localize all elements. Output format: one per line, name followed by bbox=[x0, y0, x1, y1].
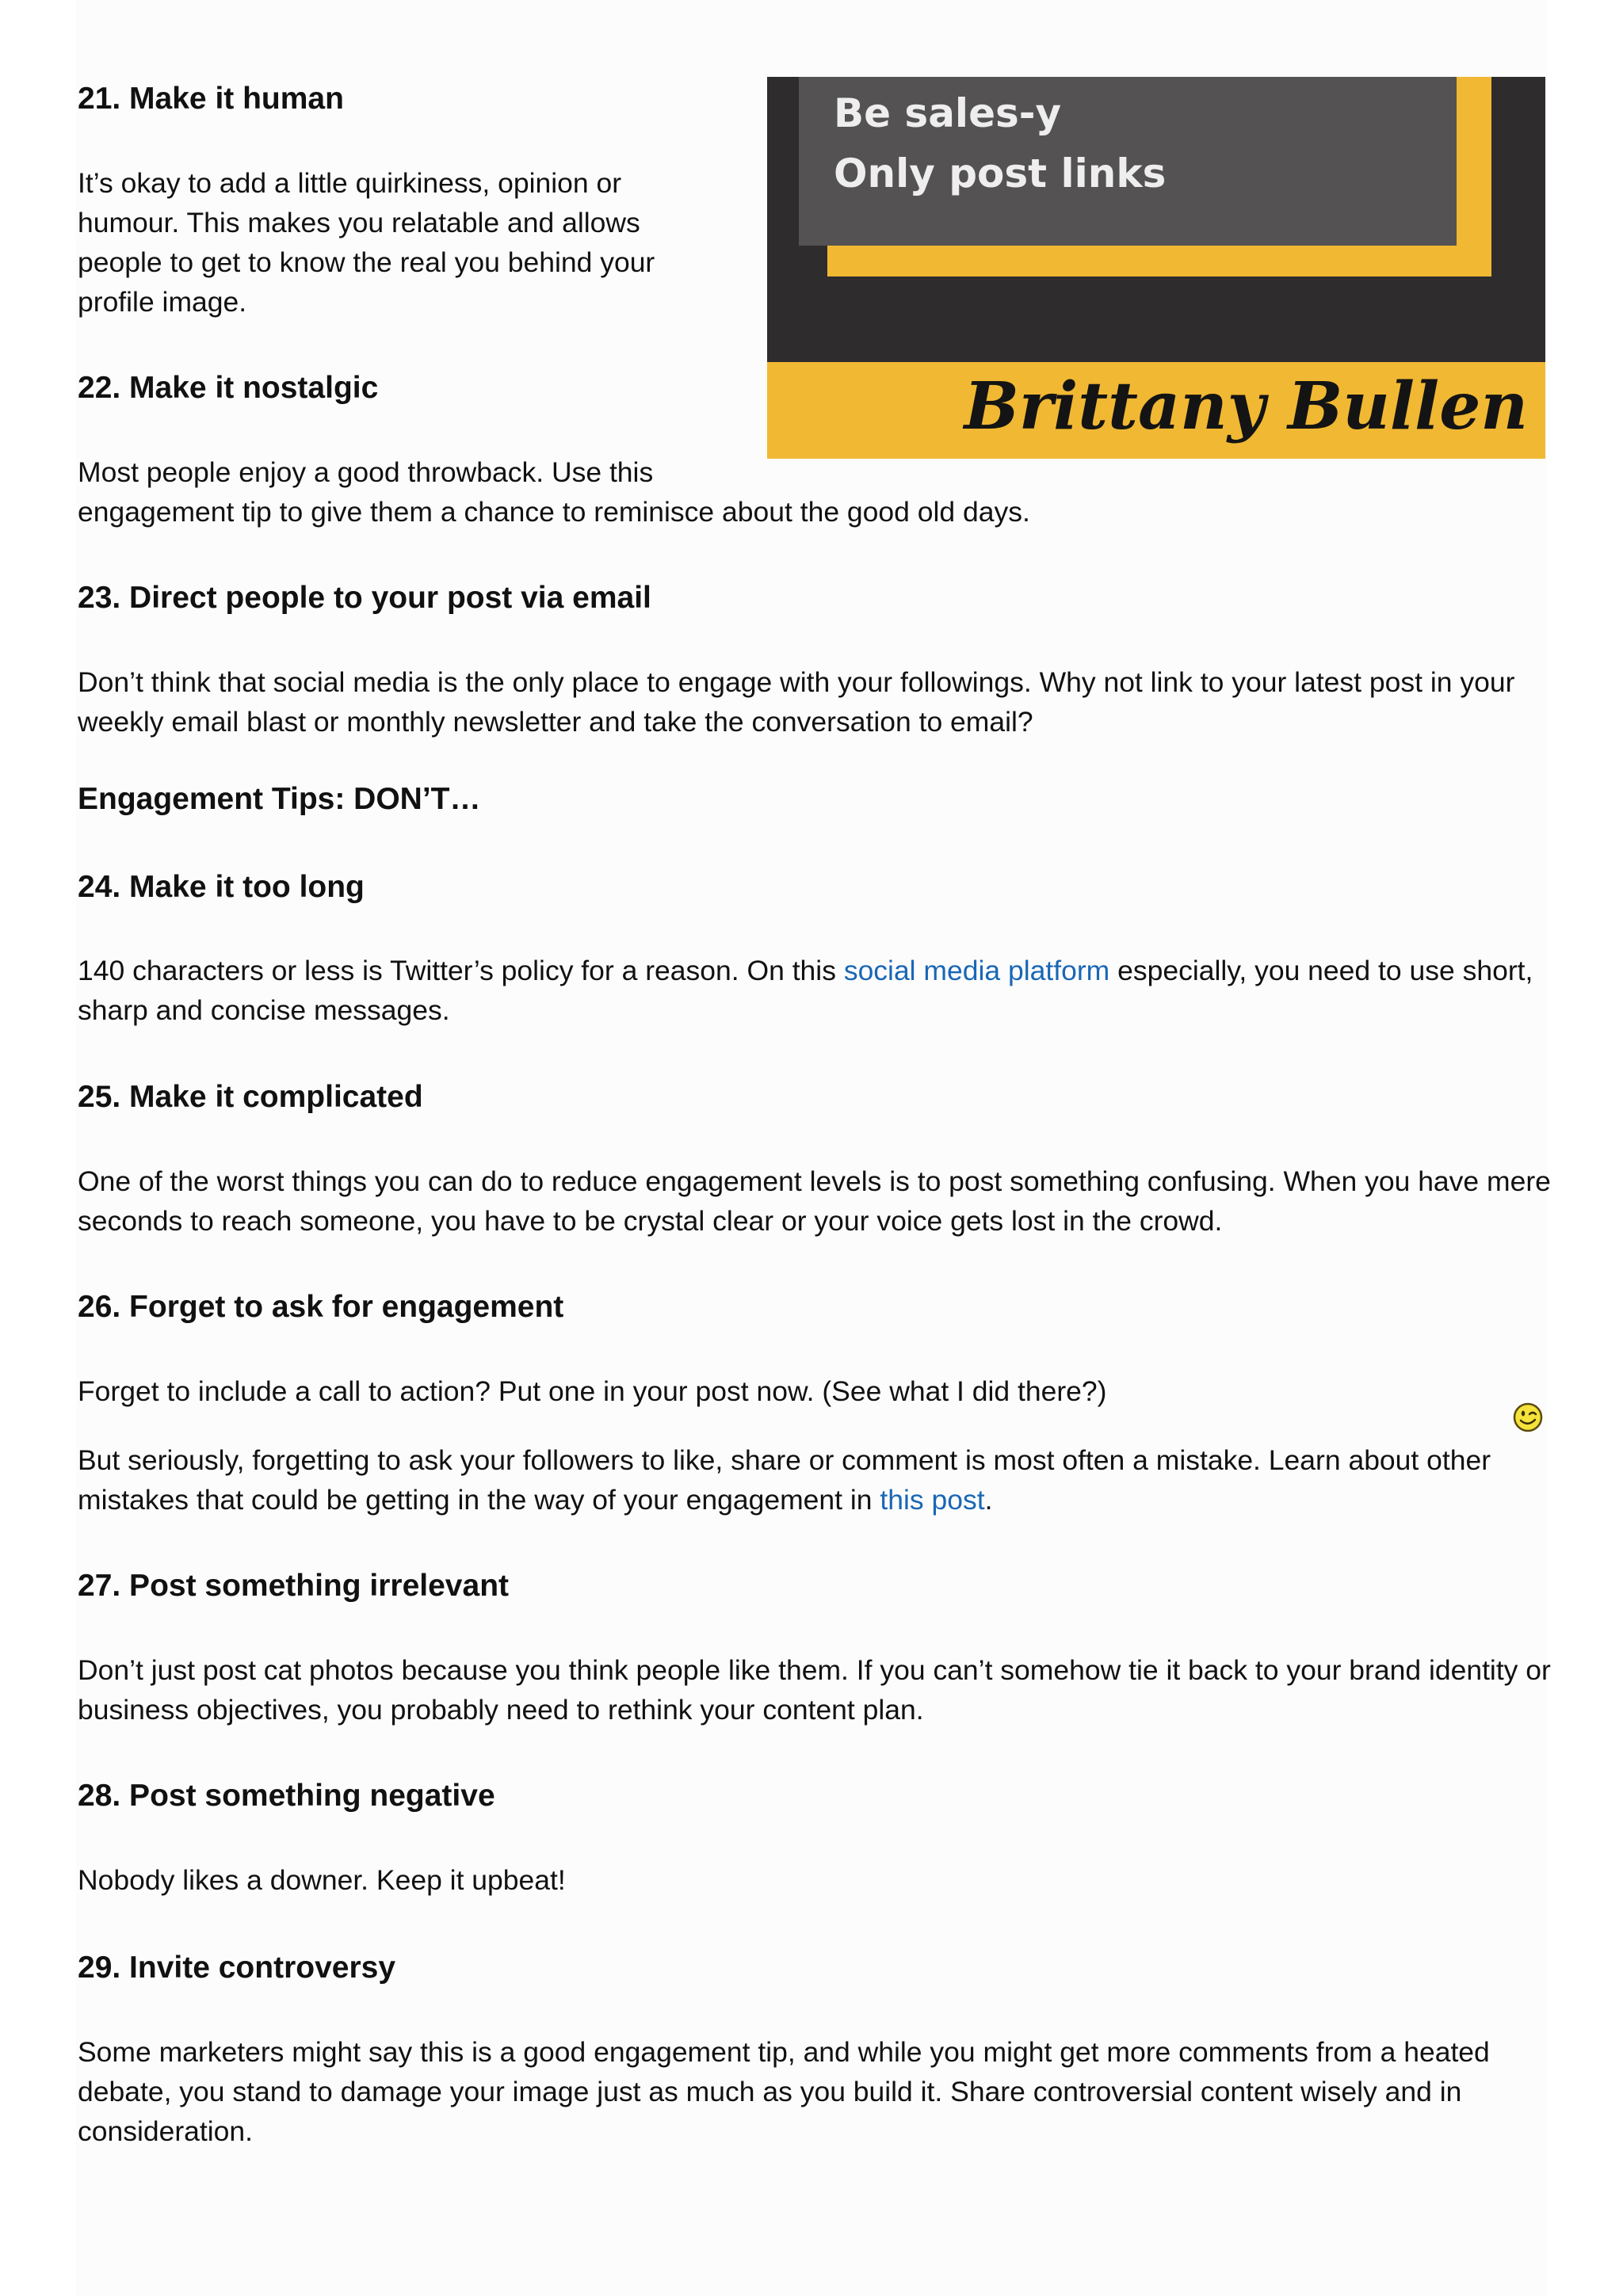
paragraph-forget-to-ask-cta: Forget to include a call to action? Put one in your post now. (See what I did there?) bbox=[78, 1375, 1107, 1407]
paragraph-post-negative: Nobody likes a downer. Keep it upbeat! bbox=[78, 1864, 566, 1896]
paragraph-mistakes-text-after: . bbox=[984, 1484, 993, 1516]
paragraph-make-it-human: It’s okay to add a little quirkiness, opinion or humour. This makes you relatable and allows people to get to know the real you behind your profile image. bbox=[78, 167, 655, 318]
heading-post-irrelevant: 27. Post something irrelevant bbox=[78, 1569, 510, 1603]
heading-make-it-human: 21. Make it human bbox=[78, 82, 344, 116]
paragraph-forget-to-ask-mistakes bbox=[78, 1440, 1552, 1520]
author-signature: Brittany Bullen bbox=[964, 368, 1528, 444]
heading-make-it-nostalgic: 22. Make it nostalgic bbox=[78, 371, 379, 405]
promo-signature-strip bbox=[767, 362, 1545, 459]
paragraph-make-it-nostalgic bbox=[78, 452, 1536, 532]
promo-card bbox=[799, 77, 1457, 246]
this-post-link[interactable]: this post bbox=[880, 1484, 985, 1516]
heading-make-it-complicated: 25. Make it complicated bbox=[78, 1080, 423, 1114]
heading-make-it-too-long: 24. Make it too long bbox=[78, 870, 365, 904]
paragraph-make-it-complicated: One of the worst things you can do to reduce engagement levels is to post something confusing. When you have mere seconds to reach someone, you have to be crystal clear or your voice gets lost in the crowd. bbox=[78, 1165, 1551, 1237]
paragraph-too-long-text-after: especially, you need to use short, sharp and concise messages. bbox=[78, 955, 1533, 1026]
promo-line-links: Only post links bbox=[834, 151, 1167, 196]
heading-engagement-tips-dont: Engagement Tips: DON’T… bbox=[78, 782, 481, 816]
heading-invite-controversy: 29. Invite controversy bbox=[78, 1951, 396, 1985]
heading-direct-via-email: 23. Direct people to your post via email bbox=[78, 581, 651, 615]
promo-image bbox=[767, 77, 1545, 459]
heading-forget-to-ask: 26. Forget to ask for engagement bbox=[78, 1290, 564, 1324]
wink-emoji-icon bbox=[1512, 1402, 1544, 1433]
paragraph-too-long-text-before: 140 characters or less is Twitter’s policy for a reason. On this bbox=[78, 955, 844, 986]
heading-post-negative: 28. Post something negative bbox=[78, 1779, 495, 1813]
paragraph-invite-controversy: Some marketers might say this is a good engagement tip, and while you might get more comments from a heated debate, you stand to damage your image just as much as you build it. Share controversial content wisely and in consideration. bbox=[78, 2036, 1490, 2147]
paragraph-nostalgic-line2: engagement tip to give them a chance to reminisce about the good old days. bbox=[78, 496, 1030, 528]
paragraph-post-irrelevant: Don’t just post cat photos because you think people like them. If you can’t somehow tie it back to your brand identity or business objectives, you probably need to rethink your content plan. bbox=[78, 1654, 1551, 1726]
social-media-platform-link[interactable]: social media platform bbox=[843, 955, 1110, 986]
paragraph-direct-via-email: Don’t think that social media is the only place to engage with your followings. Why not link to your latest post in your weekly email blast or monthly newsletter and take the conversation to email? bbox=[78, 666, 1515, 738]
promo-line-sales: Be sales-y bbox=[834, 90, 1062, 136]
paragraph-nostalgic-line1: Most people enjoy a good throwback. Use this bbox=[78, 456, 654, 488]
paragraph-make-it-too-long bbox=[78, 951, 1552, 1030]
paragraph-mistakes-text-before: But seriously, forgetting to ask your followers to like, share or comment is most often a mistake. Learn about other mistakes that could be getting in the way of your engagement in bbox=[78, 1444, 1491, 1516]
